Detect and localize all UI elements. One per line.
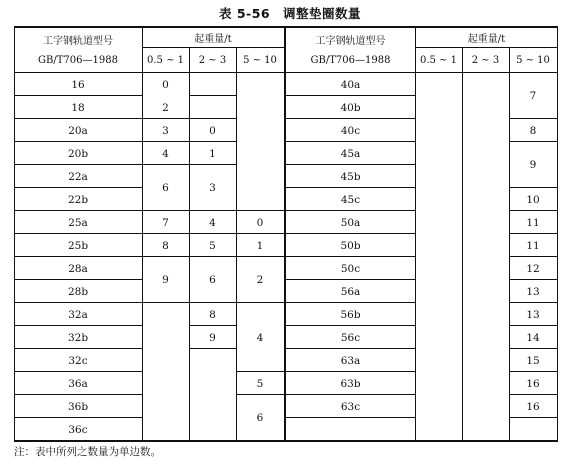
value-cell: 8 [162,239,169,252]
value-cell: 5 [209,239,216,252]
value-cell: 8 [209,308,216,321]
header-load-label: 起重量/t [194,34,232,45]
value-cell: 9 [162,274,169,286]
value-cell: 11 [526,216,540,229]
model-cell: 56b [340,308,361,321]
value-cell: 13 [526,285,540,298]
header-range-1: 0.5 ~ 1 [146,54,184,66]
model-cell: 36b [67,400,89,413]
value-cell: 5 [256,377,264,390]
value-cell: 4 [209,216,216,229]
model-cell: 56a [340,285,361,298]
model-cell: 22a [68,170,88,183]
header-model-label-right: 工字钢轨道型号 [315,35,386,47]
value-cell: 14 [526,331,540,344]
washer-count-table [14,26,558,440]
vline [415,26,416,440]
model-cell: 45c [340,193,361,206]
model-cell: 63a [340,354,361,367]
model-cell: 20b [67,147,89,160]
model-cell: 32c [68,354,88,367]
table-caption: 调整垫圈数量 [282,6,361,21]
model-cell: 50a [340,216,361,229]
table-title [0,4,580,22]
header-model-label: 工字钢轨道型号 [43,35,113,47]
model-cell: 20a [68,124,88,137]
value-cell: 8 [529,124,537,137]
value-cell: 3 [209,182,216,194]
header-range-2-right: 2 ~ 3 [471,54,500,66]
header-range-3-right: 5 ~ 10 [516,54,550,66]
model-cell: 40a [340,78,361,91]
header-range-3: 5 ~ 10 [243,54,277,66]
model-cell: 22b [67,193,89,206]
value-cell: 13 [526,308,540,321]
value-cell: 11 [526,239,540,252]
value-cell: 2 [162,101,169,114]
value-cell: 16 [526,377,540,390]
header-model-std-right: GB/T706—1988 [310,54,391,66]
model-cell: 28a [68,262,88,275]
value-cell: 0 [162,78,169,91]
value-cell: 7 [162,216,169,229]
value-cell: 2 [256,274,264,286]
header-load-label-right: 起重量/t [467,34,506,45]
model-cell: 45a [340,147,361,160]
header-range-2: 2 ~ 3 [198,54,227,66]
value-cell: 3 [162,124,169,137]
model-cell: 63c [340,400,361,413]
value-cell: 12 [526,262,540,275]
row-separator [189,95,236,96]
model-cell: 32a [68,308,88,321]
value-cell: 0 [256,216,264,229]
value-cell: 1 [209,147,216,160]
header-model-std: GB/T706—1988 [38,54,118,66]
model-cell: 40b [340,101,361,114]
model-cell: 56c [340,331,361,344]
table-right-border [557,26,558,440]
value-cell: 9 [209,331,216,344]
vline [462,47,463,440]
value-cell: 1 [256,239,264,252]
value-cell: 10 [526,193,540,206]
value-cell: 4 [162,147,169,160]
model-cell: 18 [71,101,85,114]
model-cell [286,418,415,441]
model-cell: 36c [68,423,88,436]
table-note: 注：表中所列之数量为单边数。 [14,446,161,458]
model-cell: 63b [340,377,361,390]
table-number: 表 5-56 [218,6,271,21]
model-cell: 32b [67,331,89,344]
model-cell: 16 [71,78,85,91]
value-cell: 6 [256,412,264,424]
value-cell: 4 [256,331,264,344]
model-cell: 50b [340,239,361,252]
model-cell: 36a [68,377,88,390]
model-cell: 25b [67,239,89,252]
header-range-1-right: 0.5 ~ 1 [419,54,457,66]
value-cell: 7 [529,90,537,102]
model-cell: 28b [67,285,89,298]
value-cell: 0 [209,124,216,137]
value-cell: 15 [526,354,540,367]
model-cell: 25a [68,216,88,229]
value-cell: 16 [526,400,540,413]
value-cell: 6 [162,182,169,194]
value-cell: 9 [529,159,537,171]
model-cell: 45b [340,170,361,183]
model-cell: 50c [340,262,361,275]
model-cell: 40c [340,124,361,137]
value-cell: 6 [209,274,216,286]
